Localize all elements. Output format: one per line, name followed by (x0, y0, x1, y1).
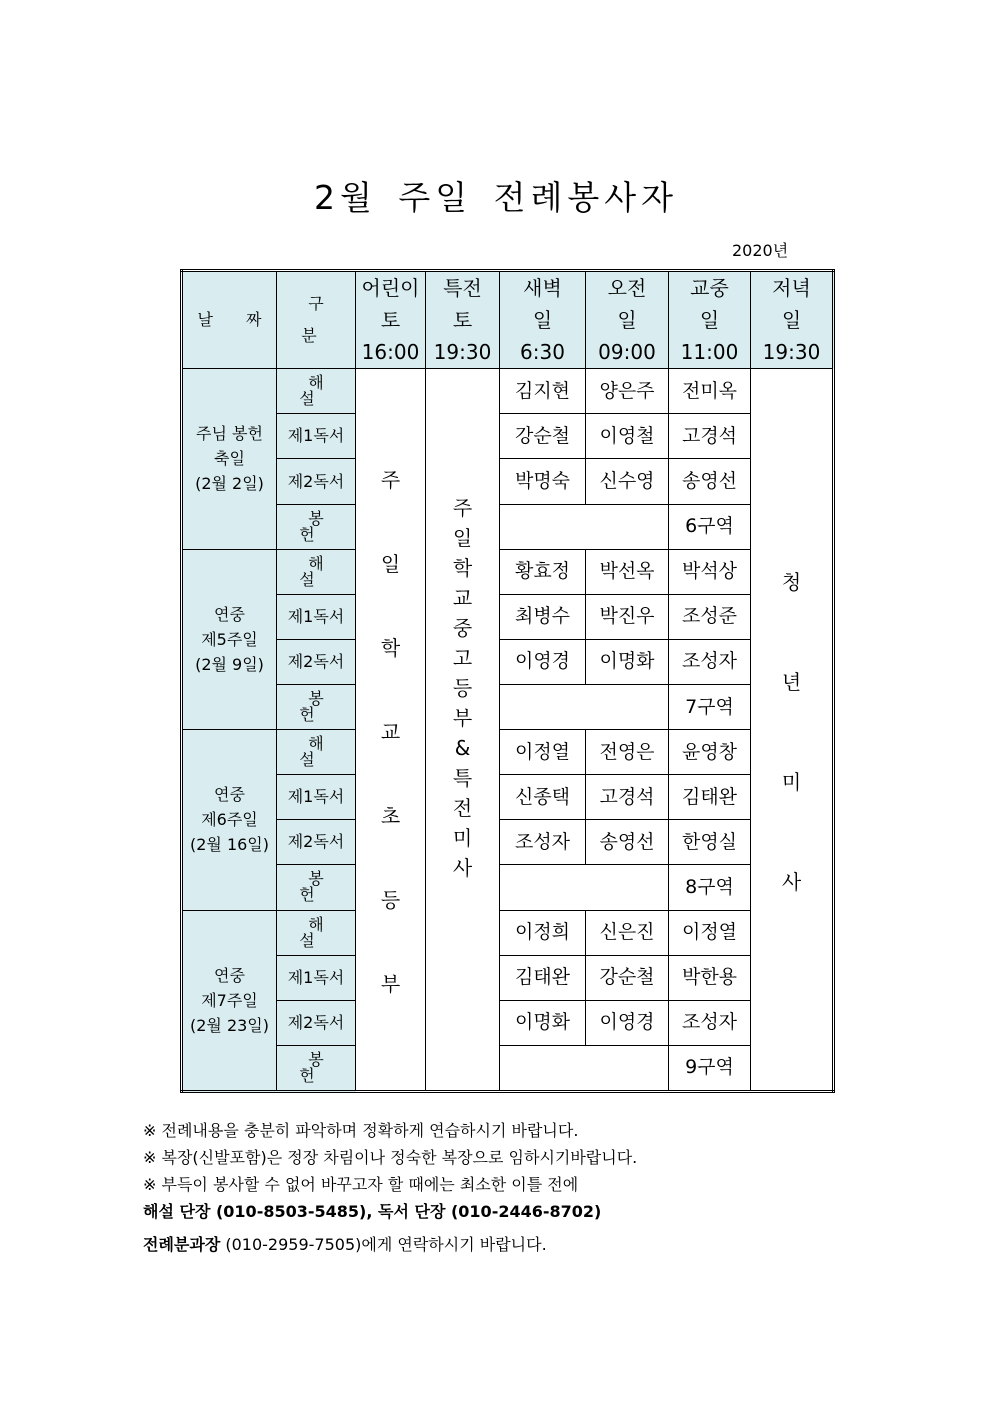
role-cell: 제2독서 (277, 820, 356, 865)
dawn-cell: 이영경 (500, 639, 586, 684)
role-cell: 제1독서 (277, 414, 356, 459)
offering-cell: 6구역 (669, 504, 751, 549)
table-row (182, 730, 834, 775)
note-2: ※ 복장(신발포함)은 정장 차림이나 정숙한 복장으로 임하시기바랍니다. (143, 1148, 638, 1167)
morning-cell: 송영선 (586, 820, 669, 865)
table-row (182, 1000, 834, 1045)
morning-cell: 박선옥 (586, 549, 669, 594)
morning-cell: 이명화 (586, 639, 669, 684)
page-title: 2월 주일 전례봉사자 (314, 178, 678, 217)
role-cell: 봉 헌 (277, 504, 356, 549)
year-label: 2020년 (732, 241, 789, 260)
dawn-cell: 황효정 (500, 549, 586, 594)
morning-cell: 박진우 (586, 594, 669, 639)
role-cell: 해 설 (277, 549, 356, 594)
offering-cell: 7구역 (669, 685, 751, 730)
note-3: ※ 부득이 봉사할 수 없어 바꾸고자 할 때에는 최소한 이틀 전에 (143, 1175, 579, 1194)
note-4: 해설 단장 (010-8503-5485), 독서 단장 (010-2446-8702) (143, 1202, 602, 1221)
dawn-cell: 이정열 (500, 730, 586, 775)
role-cell: 봉 헌 (277, 865, 356, 910)
dawn-cell: 조성자 (500, 820, 586, 865)
header-row (182, 271, 834, 369)
table-row (182, 910, 834, 955)
evening-mass-cell: 청 년 미 사 (751, 369, 834, 1092)
role-cell: 제1독서 (277, 594, 356, 639)
note-5: 전례분과장 (010-2959-7505)에게 연락하시기 바랍니다. (143, 1235, 547, 1254)
morning-cell: 강순철 (586, 955, 669, 1000)
table-row (182, 775, 834, 820)
empty-cell (500, 685, 669, 730)
table-row (182, 414, 834, 459)
dawn-cell: 최병수 (500, 594, 586, 639)
table-row (182, 639, 834, 684)
morning-cell: 신은진 (586, 910, 669, 955)
header-saturday-mass: 특전 토 19:30 (426, 271, 500, 369)
dawn-cell: 김태완 (500, 955, 586, 1000)
table-row (182, 865, 834, 910)
table-row (182, 459, 834, 504)
offering-cell: 9구역 (669, 1045, 751, 1091)
notes-section (143, 1117, 637, 1258)
main-cell: 한영실 (669, 820, 751, 865)
morning-cell: 이영경 (586, 1000, 669, 1045)
morning-cell: 신수영 (586, 459, 669, 504)
dawn-cell: 신종택 (500, 775, 586, 820)
main-cell: 조성자 (669, 639, 751, 684)
role-cell: 제2독서 (277, 639, 356, 684)
morning-cell: 이영철 (586, 414, 669, 459)
header-dawn-mass: 새벽 일 6:30 (500, 271, 586, 369)
header-type: 구 분 (277, 271, 356, 369)
header-children-mass: 어린이 토 16:00 (356, 271, 426, 369)
morning-cell: 전영은 (586, 730, 669, 775)
dawn-cell: 이정희 (500, 910, 586, 955)
offering-cell: 8구역 (669, 865, 751, 910)
table-row (182, 685, 834, 730)
header-morning-mass: 오전 일 09:00 (586, 271, 669, 369)
dawn-cell: 김지현 (500, 369, 586, 414)
role-cell: 봉 헌 (277, 685, 356, 730)
main-cell: 조성준 (669, 594, 751, 639)
main-cell: 박석상 (669, 549, 751, 594)
table-row (182, 594, 834, 639)
empty-cell (500, 865, 669, 910)
children-mass-cell: 주 일 학 교 초 등 부 (356, 369, 426, 1092)
schedule-table (180, 269, 835, 1093)
header-date: 날 짜 (182, 271, 277, 369)
table-row (182, 1045, 834, 1091)
table-row (182, 549, 834, 594)
main-cell: 이정열 (669, 910, 751, 955)
role-cell: 제1독서 (277, 955, 356, 1000)
main-cell: 박한용 (669, 955, 751, 1000)
role-cell: 해 설 (277, 369, 356, 414)
role-cell: 해 설 (277, 730, 356, 775)
table-row (182, 955, 834, 1000)
main-cell: 조성자 (669, 1000, 751, 1045)
date-cell: 연중 제7주일 (2월 23일) (182, 910, 277, 1091)
role-cell: 봉 헌 (277, 1045, 356, 1091)
main-cell: 김태완 (669, 775, 751, 820)
table-row (182, 369, 834, 414)
morning-cell: 고경석 (586, 775, 669, 820)
role-cell: 해 설 (277, 910, 356, 955)
role-cell: 제2독서 (277, 459, 356, 504)
main-cell: 송영선 (669, 459, 751, 504)
header-main-mass: 교중 일 11:00 (669, 271, 751, 369)
dawn-cell: 박명숙 (500, 459, 586, 504)
main-cell: 고경석 (669, 414, 751, 459)
role-cell: 제1독서 (277, 775, 356, 820)
dawn-cell: 강순철 (500, 414, 586, 459)
main-cell: 전미옥 (669, 369, 751, 414)
morning-cell: 양은주 (586, 369, 669, 414)
note-1: ※ 전례내용을 충분히 파악하며 정확하게 연습하시기 바랍니다. (143, 1121, 579, 1140)
date-cell: 주님 봉헌 축일 (2월 2일) (182, 369, 277, 549)
date-cell: 연중 제6주일 (2월 16일) (182, 730, 277, 910)
dawn-cell: 이명화 (500, 1000, 586, 1045)
role-cell: 제2독서 (277, 1000, 356, 1045)
empty-cell (500, 504, 669, 549)
date-cell: 연중 제5주일 (2월 9일) (182, 549, 277, 729)
header-evening-mass: 저녁 일 19:30 (751, 271, 834, 369)
empty-cell (500, 1045, 669, 1091)
table-row (182, 504, 834, 549)
main-cell: 윤영창 (669, 730, 751, 775)
table-row (182, 820, 834, 865)
saturday-mass-cell: 주 일 학 교 중 고 등 부 & 특 전 미 사 (426, 369, 500, 1092)
